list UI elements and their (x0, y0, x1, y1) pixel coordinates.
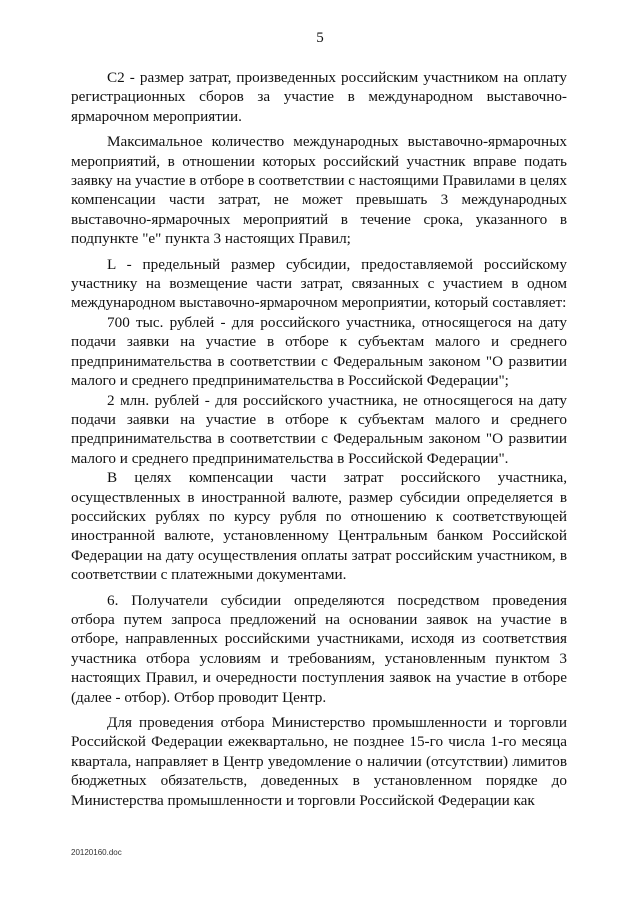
paragraph-6-recipients: 6. Получатели субсидии определяются посредством проведения отбора путем запроса предложений на основании заявок на участие в отборе, направленных российскими участниками, исходя из соответствия участника отбора условиям и требованиям, установленным пунктом 3 настоящих Правил, и очередности поступления заявок на участие в отборе (далее - отбор). Отбор проводит Центр. (71, 591, 567, 706)
paragraph-max-events: Максимальное количество международных выставочно-ярмарочных мероприятий, в отношении которых российский участник вправе подать заявку на участие в отборе в соответствии с настоящими Правилами в целях компенсации части затрат, не может превышать 3 международных выставочно-ярмарочных мероприятий в течение срока, указанного в подпункте "е" пункта 3 настоящих Правил; (71, 133, 567, 248)
footer-document-code: 20120160.doc (71, 848, 122, 857)
paragraph-limit-l: L - предельный размер субсидии, предоставляемой российскому участнику на возмещение части затрат, связанных с участием в одном международном выставочно-ярмарочном мероприятии, который составляет: (71, 255, 567, 312)
page-number: 5 (316, 30, 324, 46)
paragraph-2mln: 2 млн. рублей - для российского участника, не относящегося на дату подачи заявки на участие в отборе к субъектам малого и среднего предпринимательства в соответствии с Федеральным законом "О развитии малого и среднего предпринимательства в Российской Федерации". (71, 391, 567, 467)
document-body (71, 68, 567, 810)
paragraph-700k: 700 тыс. рублей - для российского участника, относящегося на дату подачи заявки на участие в отборе к субъектам малого и среднего предпринимательства в соответствии с Федеральным законом "О развитии малого и среднего предпринимательства в Российской Федерации"; (71, 313, 567, 390)
paragraph-currency: В целях компенсации части затрат российского участника, осуществленных в иностранной валюте, размер субсидии определяется в российских рублях по курсу рубля по отношению к соответствующей иностранной валюте, установленному Центральным банком Российской Федерации на дату осуществления оплаты затрат российским участником, в соответствии с платежными документами. (71, 469, 567, 584)
paragraph-c2: С2 - размер затрат, произведенных российским участником на оплату регистрационных сборов за участие в международном выставочно-ярмарочном мероприятии. (71, 69, 567, 125)
paragraph-selection-procedure: Для проведения отбора Министерство промышленности и торговли Российской Федерации ежеквартально, не позднее 15-го числа 1-го месяца квартала, направляет в Центр уведомление о наличии (отсутствии) лимитов бюджетных обязательств, доведенных в установленном порядке до Министерства промышленности и торговли Российской Федерации как (71, 714, 567, 809)
